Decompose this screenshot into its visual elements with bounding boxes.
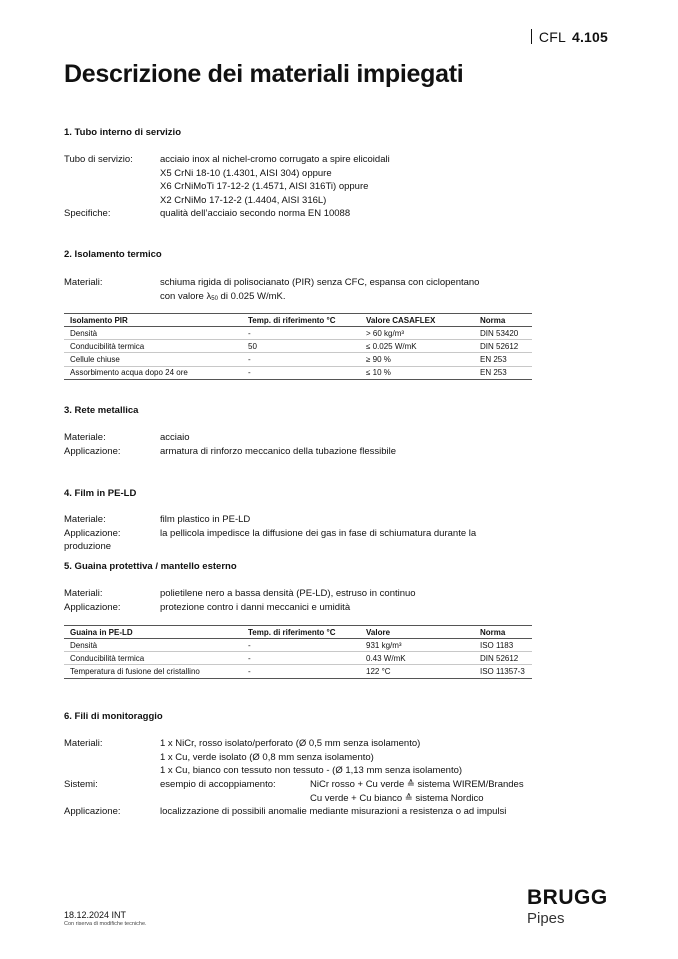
table-header: Norma bbox=[474, 626, 532, 639]
brugg-logo-sub: Pipes bbox=[527, 910, 565, 927]
table-row bbox=[64, 366, 532, 379]
table-cell: - bbox=[242, 366, 360, 379]
table-cell: 50 bbox=[242, 340, 360, 353]
s2-label: Materiali: bbox=[64, 277, 103, 288]
table-cell: ISO 1183 bbox=[474, 639, 532, 652]
brugg-logo: BRUGG bbox=[527, 886, 608, 909]
section-5-heading: 5. Guaina protettiva / mantello esterno bbox=[64, 561, 237, 572]
s3-row-value: acciaio bbox=[160, 432, 190, 443]
table-header: Temp. di riferimento °C bbox=[242, 314, 360, 327]
table-header: Guaina in PE-LD bbox=[64, 626, 242, 639]
table-cell: Conducibilità termica bbox=[64, 340, 242, 353]
s1-row-value: X2 CrNiMo 17-12-2 (1.4404, AISI 316L) bbox=[160, 194, 327, 206]
section-2-heading: 2. Isolamento termico bbox=[64, 249, 162, 260]
s2-line2-sub: 50 bbox=[211, 295, 218, 302]
s6-applicazione-label: Applicazione: bbox=[64, 806, 121, 817]
s1-row-value: X5 CrNi 18-10 (1.4301, AISI 304) oppure bbox=[160, 167, 332, 179]
table-header: Valore bbox=[360, 626, 474, 639]
table-row bbox=[64, 665, 532, 678]
section-3-heading: 3. Rete metallica bbox=[64, 405, 139, 416]
table-cell: - bbox=[242, 639, 360, 652]
table-header: Isolamento PIR bbox=[64, 314, 242, 327]
table-cell: Conducibilità termica bbox=[64, 652, 242, 665]
table-cell: - bbox=[242, 353, 360, 366]
s4-row-label: Materiale: bbox=[64, 514, 106, 525]
doc-code-number: 4.105 bbox=[571, 29, 608, 45]
s3-row-label: Materiale: bbox=[64, 432, 106, 443]
table-header-row bbox=[64, 314, 532, 327]
table-header-row bbox=[64, 626, 532, 639]
table-cell: Densità bbox=[64, 327, 242, 340]
table-cell: ≥ 90 % bbox=[360, 353, 474, 366]
table-cell: Cellule chiuse bbox=[64, 353, 242, 366]
s5-row-value: polietilene nero a bassa densità (PE-LD), estruso in continuo bbox=[160, 588, 416, 599]
page-title: Descrizione dei materiali impiegati bbox=[64, 60, 464, 88]
table-cell: 0.43 W/mK bbox=[360, 652, 474, 665]
pe-ld-sheath-table bbox=[64, 625, 532, 679]
s4-row-value: la pellicola impedisce la diffusione dei gas in fase di schiumatura durante la bbox=[160, 527, 477, 539]
section-4-heading: 4. Film in PE-LD bbox=[64, 488, 137, 499]
s6-materiali-item: 1 x NiCr, rosso isolato/perforato (Ø 0,5 mm senza isolamento) bbox=[160, 738, 421, 749]
table-row bbox=[64, 340, 532, 353]
s5-row-label: Applicazione: bbox=[64, 601, 121, 613]
doc-code-prefix: CFL bbox=[538, 29, 566, 45]
s2-line2-post: di 0.025 W/mK. bbox=[217, 290, 286, 302]
table-cell: - bbox=[242, 327, 360, 340]
s2-value-line2 bbox=[160, 290, 286, 307]
s4-row-label: produzione bbox=[64, 541, 112, 552]
s6-materiali-label: Materiali: bbox=[64, 738, 103, 749]
section-6-heading: 6. Fili di monitoraggio bbox=[64, 711, 163, 722]
table-cell: ≤ 0.025 W/mK bbox=[360, 340, 474, 353]
document-code bbox=[531, 29, 608, 45]
table-cell: - bbox=[242, 665, 360, 678]
s5-row-label: Materiali: bbox=[64, 588, 103, 599]
table-cell: ISO 11357-3 bbox=[474, 665, 532, 678]
code-divider bbox=[531, 29, 532, 44]
table-cell: 122 °C bbox=[360, 665, 474, 678]
table-header: Norma bbox=[474, 314, 532, 327]
s6-sistemi-item: NiCr rosso + Cu verde ≙ sistema WIREM/Brandes bbox=[310, 779, 524, 790]
s3-row-label: Applicazione: bbox=[64, 445, 121, 457]
pir-insulation-table bbox=[64, 313, 532, 380]
table-cell: EN 253 bbox=[474, 366, 532, 379]
s3-row-value: armatura di rinforzo meccanico della tubazione flessibile bbox=[160, 445, 397, 457]
s6-applicazione-value: localizzazione di possibili anomalie mediante misurazioni a resistenza o ad impulsi bbox=[160, 806, 507, 817]
section-1-heading: 1. Tubo interno di servizio bbox=[64, 127, 182, 138]
s2-value-line1: schiuma rigida di polisocianato (PIR) senza CFC, espansa con ciclopentano bbox=[160, 277, 480, 288]
footer-date: 18.12.2024 INT bbox=[64, 910, 127, 920]
s6-sistemi-intro: esempio di accoppiamento: bbox=[160, 779, 276, 790]
s1-row-label: Specifiche: bbox=[64, 208, 111, 219]
s6-materiali-item: 1 x Cu, verde isolato (Ø 0,8 mm senza isolamento) bbox=[160, 751, 374, 763]
table-row bbox=[64, 353, 532, 366]
s4-row-label: Applicazione: bbox=[64, 527, 121, 539]
s6-sistemi-label: Sistemi: bbox=[64, 779, 98, 790]
s1-row-value: X6 CrNiMoTi 17-12-2 (1.4571, AISI 316Ti) oppure bbox=[160, 181, 369, 192]
table-cell: EN 253 bbox=[474, 353, 532, 366]
table-row bbox=[64, 639, 532, 652]
table-cell: > 60 kg/m³ bbox=[360, 327, 474, 340]
table-cell: Assorbimento acqua dopo 24 ore bbox=[64, 366, 242, 379]
s6-materiali-item: 1 x Cu, bianco con tessuto non tessuto - (Ø 1,13 mm senza isolamento) bbox=[160, 765, 463, 776]
s1-row-value: acciaio inox al nichel-cromo corrugato a spire elicoidali bbox=[160, 154, 390, 165]
table-header: Temp. di riferimento °C bbox=[242, 626, 360, 639]
footer-disclaimer: Con riserva di modifiche tecniche. bbox=[64, 921, 147, 927]
table-cell: ≤ 10 % bbox=[360, 366, 474, 379]
s2-line2-pre: con valore λ bbox=[160, 290, 212, 302]
table-cell: DIN 53420 bbox=[474, 327, 532, 340]
table-cell: DIN 52612 bbox=[474, 652, 532, 665]
table-cell: - bbox=[242, 652, 360, 665]
table-row bbox=[64, 652, 532, 665]
table-cell: 931 kg/m³ bbox=[360, 639, 474, 652]
table-cell: DIN 52612 bbox=[474, 340, 532, 353]
table-header: Valore CASAFLEX bbox=[360, 314, 474, 327]
table-cell: Densità bbox=[64, 639, 242, 652]
s1-row-value: qualità dell’acciaio secondo norma EN 10088 bbox=[160, 208, 351, 219]
s4-row-value: film plastico in PE-LD bbox=[160, 514, 251, 525]
s6-sistemi-item: Cu verde + Cu bianco ≙ sistema Nordico bbox=[310, 792, 484, 804]
s1-row-label: Tubo di servizio: bbox=[64, 154, 133, 165]
table-row bbox=[64, 327, 532, 340]
s5-row-value: protezione contro i danni meccanici e umidità bbox=[160, 601, 351, 613]
table-cell: Temperatura di fusione del cristallino bbox=[64, 665, 242, 678]
